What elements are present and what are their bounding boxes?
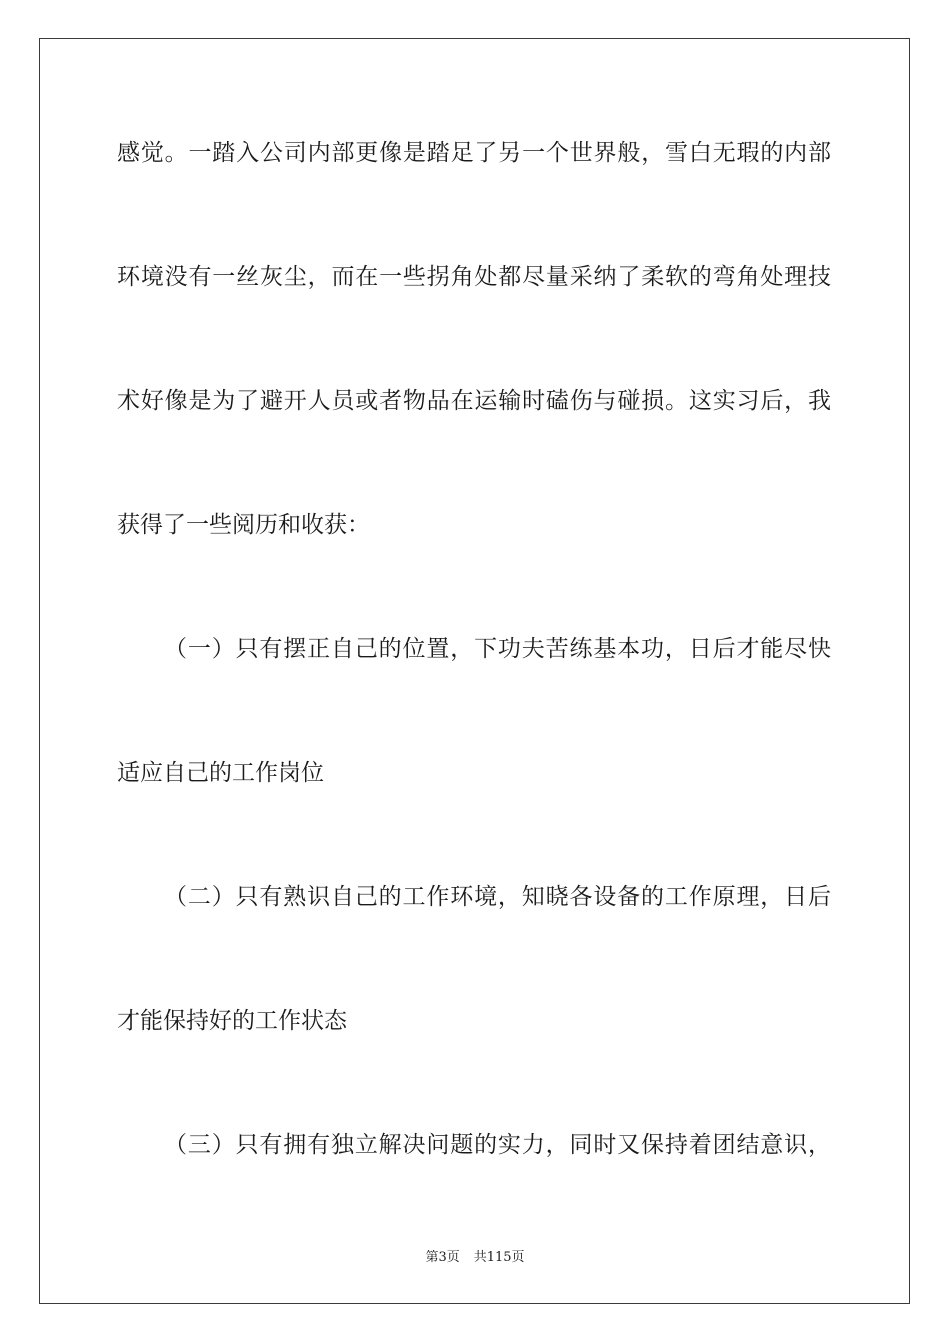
body-text-line: 环境没有一丝灰尘，而在一些拐角处都尽量采纳了柔软的弯角处理技 xyxy=(117,264,831,290)
page-border xyxy=(39,38,910,1304)
body-text-line: 术好像是为了避开人员或者物品在运输时磕伤与碰损。这实习后，我 xyxy=(117,388,831,414)
list-item-text: （二）只有熟识自己的工作环境，知晓各设备的工作原理，日后 xyxy=(164,884,831,910)
page-number: 第3页 xyxy=(425,1250,460,1265)
page-total: 共115页 xyxy=(473,1250,525,1265)
list-item-text: （一）只有摆正自己的位置，下功夫苦练基本功，日后才能尽快 xyxy=(164,636,831,662)
list-item-text: （三）只有拥有独立解决问题的实力，同时又保持着团结意识， xyxy=(164,1132,831,1158)
page-footer xyxy=(0,1246,950,1265)
body-text-line: 感觉。一踏入公司内部更像是踏足了另一个世界般，雪白无瑕的内部 xyxy=(117,140,831,166)
body-text-line: 获得了一些阅历和收获： xyxy=(117,512,370,538)
body-text-line: 才能保持好的工作状态 xyxy=(117,1008,347,1034)
body-text-line: 适应自己的工作岗位 xyxy=(117,760,324,786)
